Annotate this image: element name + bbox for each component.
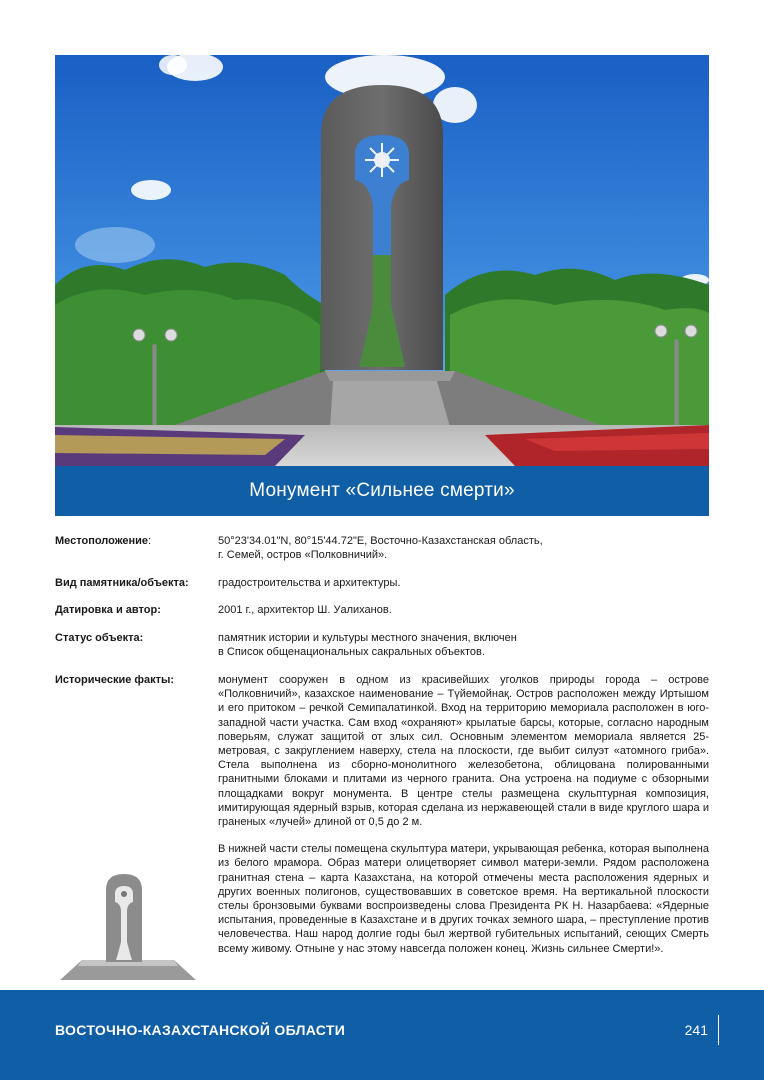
footer-region: ВОСТОЧНО-КАЗАХСТАНСКОЙ ОБЛАСТИ — [55, 1022, 346, 1038]
page-number: 241 — [684, 1022, 708, 1038]
field-date-author-label: Датировка и автор: — [55, 604, 161, 616]
monument-photo — [55, 55, 709, 466]
field-history-label: Исторические факты: — [55, 674, 175, 686]
history-paragraph: В нижней части стелы помещена скульптура матери, укрывающая ребенка, которая выполнена из белого мрамора. Образ матери олицетворяет символ матери-земли. Рядом расположена гранитная стена – карта Казахстана, на которой отмечены места расположения ядерных и других военных полигонов, существовавших в советское время. На вертикальной плоскости стелы бронзовыми буквами воспроизведены слова Президента РК Н. Назарбаева: «Ядерные испытания, проведенные в Казахстане и в других точках земного шара, – преступление против человечества. Наш народ долгие годы был жертвой губительных испытаний, сеющих Смерть всему живому. Отныне у нас этому навсегда положен конец. Жизнь сильнее Смерти!». — [218, 843, 709, 955]
history-paragraph: монумент сооружен в одном из красивейших уголков природы города – острове «Полковничий», казахское наименование – Түйемойнақ. Остров расположен между Иртышом и его притоком – речкой Семипалатинкой. Вход на территорию мемориала расположен в юго-западной части участка. Сам вход «охраняют» крылатые барсы, которые, согласно народным поверьям, служат защитой от злых сил. Основным элементом мемориала является 25-метровая, с закруглением наверху, стела на плоскости, где выбит силуэт «атомного гриба». Стела выполнена из сборно-монолитного железобетона, облицована полированными гранитными блоками и плитами из черного гранита. Она устроена на подиуме с обзорными площадками вокруг монумента. В центре стелы размещена скульптурная композиция, имитирующая ядерный взрыв, которая сделана из нержавеющей стали в виде круглого шара и граненых «лучей» длиной от 0,5 до 2 м. — [218, 674, 709, 829]
footer-divider — [718, 1015, 719, 1045]
field-type-label: Вид памятника/объекта: — [55, 577, 189, 589]
field-history-value — [218, 673, 709, 956]
field-date-author-value: 2001 г., архитектор Ш. Уалиханов. — [218, 604, 392, 616]
field-status-label: Статус объекта: — [55, 632, 144, 644]
field-location-label: Местоположение: — [55, 535, 152, 547]
field-status-value: памятник истории и культуры местного значения, включен в Список общенациональных сакральных объектов. — [218, 632, 517, 659]
monument-title: Монумент «Сильнее смерти» — [55, 466, 709, 516]
field-location-value: 50°23'34.01"N, 80°15'44.72"E, Восточно-Казахстанская область, г. Семей, остров «Полковничий». — [218, 535, 543, 562]
monument-illustration — [60, 872, 196, 984]
page-footer — [0, 990, 764, 1080]
field-type-value: градостроительства и архитектуры. — [218, 577, 401, 589]
